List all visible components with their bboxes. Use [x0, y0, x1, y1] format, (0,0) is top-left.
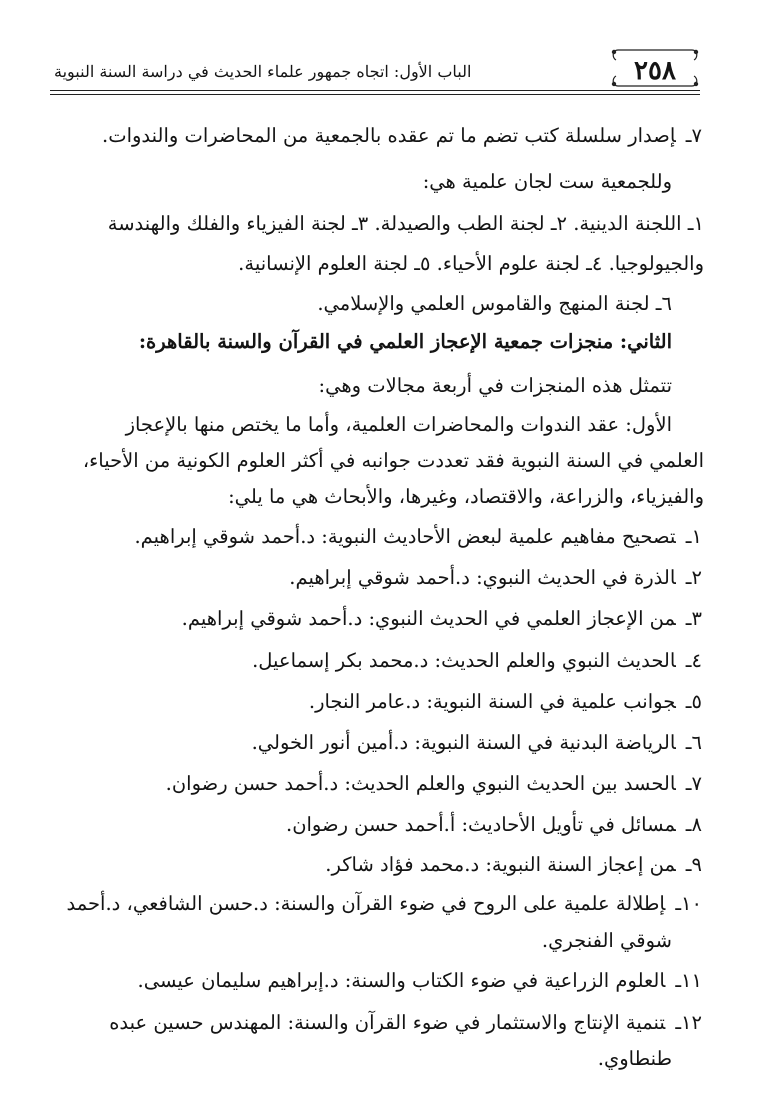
- paragraph-line: العلمي في السنة النبوية فقد تعددت جوانبه في أكثر العلوم الكونية من الأحياء،: [82, 449, 704, 472]
- paper-title: إطلالة علمية على الروح في ضوء القرآن والسنة: د.حسن الشافعي، د.أحمد: [66, 892, 666, 915]
- paper-item: [252, 646, 702, 676]
- paper-item: [182, 604, 702, 634]
- paper-item: [309, 687, 702, 717]
- paper-title: تصحيح مفاهيم علمية لبعض الأحاديث النبوية: د.أحمد شوقي إبراهيم.: [134, 525, 676, 548]
- paragraph-line: الأول: عقد الندوات والمحاضرات العلمية، وأما ما يختص منها بالإعجاز: [125, 413, 672, 436]
- paper-item: [66, 889, 702, 919]
- committees-intro: وللجمعية ست لجان علمية هي:: [422, 170, 672, 193]
- list-number: ٦ـ: [685, 731, 702, 754]
- paper-item-continuation: طنطاوي.: [597, 1047, 672, 1070]
- paper-title: الرياضة البدنية في السنة النبوية: د.أمين أنور الخولي.: [251, 731, 676, 754]
- list-number: ٢ـ: [685, 566, 702, 589]
- committees-line-1: ١ـ اللجنة الدينية. ٢ـ لجنة الطب والصيدلة. ٣ـ لجنة الفيزياء والفلك والهندسة: [107, 212, 704, 235]
- paper-title: الذرة في الحديث النبوي: د.أحمد شوقي إبراهيم.: [289, 566, 676, 589]
- paper-item: [109, 1008, 702, 1038]
- paper-title: جوانب علمية في السنة النبوية: د.عامر النجار.: [308, 690, 676, 713]
- section-heading: الثاني: منجزات جمعية الإعجاز العلمي في القرآن والسنة بالقاهرة:: [138, 330, 672, 353]
- paper-item: [286, 810, 702, 840]
- list-number: ٧ـ: [685, 772, 702, 795]
- list-number: ٨ـ: [685, 813, 702, 836]
- paper-title: الحسد بين الحديث النبوي والعلم الحديث: د.أحمد حسن رضوان.: [165, 772, 676, 795]
- list-item-7: [102, 121, 702, 151]
- paper-item-continuation: شوقي الفنجري.: [541, 929, 672, 952]
- paper-item: [325, 850, 702, 880]
- list-number: ١٢ـ: [675, 1011, 702, 1034]
- paper-item: [289, 563, 702, 593]
- list-number: ٥ـ: [685, 690, 702, 713]
- list-number: ٤ـ: [685, 649, 702, 672]
- paper-item: [252, 728, 702, 758]
- paper-title: الحديث النبوي والعلم الحديث: د.محمد بكر إسماعيل.: [252, 649, 676, 672]
- list-number: ٣ـ: [685, 607, 702, 630]
- committees-line-2: والجيولوجيا. ٤ـ لجنة علوم الأحياء. ٥ـ لجنة العلوم الإنسانية.: [238, 252, 704, 275]
- paper-item: [134, 522, 702, 552]
- list-number: ١٠ـ: [675, 892, 702, 915]
- paper-item: [138, 966, 702, 996]
- paper-title: مسائل في تأويل الأحاديث: أ.أحمد حسن رضوان.: [286, 813, 676, 836]
- list-number: ٧ـ: [685, 124, 702, 147]
- achievements-intro: تتمثل هذه المنجزات في أربعة مجالات وهي:: [318, 374, 672, 397]
- list-number: ١١ـ: [675, 969, 702, 992]
- paper-title: تنمية الإنتاج والاستثمار في ضوء القرآن والسنة: المهندس حسين عبده: [109, 1011, 666, 1034]
- running-title: الباب الأول: اتجاه جمهور علماء الحديث في دراسة السنة النبوية: [54, 62, 472, 81]
- list-number: ١ـ: [685, 525, 702, 548]
- paragraph-line: والفيزياء، والزراعة، والاقتصاد، وغيرها، والأبحاث هي ما يلي:: [228, 485, 704, 508]
- paper-title: من الإعجاز العلمي في الحديث النبوي: د.أحمد شوقي إبراهيم.: [181, 607, 676, 630]
- list-text: إصدار سلسلة كتب تضم ما تم عقده بالجمعية من المحاضرات والندوات.: [102, 124, 676, 147]
- paper-title: من إعجاز السنة النبوية: د.محمد فؤاد شاكر.: [325, 853, 676, 876]
- page-number: ٢٥٨: [634, 56, 676, 86]
- paper-item: [166, 769, 702, 799]
- list-number: ٩ـ: [685, 853, 702, 876]
- paper-title: العلوم الزراعية في ضوء الكتاب والسنة: د.إبراهيم سليمان عيسى.: [137, 969, 666, 992]
- committees-line-3: ٦ـ لجنة المنهج والقاموس العلمي والإسلامي.: [317, 292, 672, 315]
